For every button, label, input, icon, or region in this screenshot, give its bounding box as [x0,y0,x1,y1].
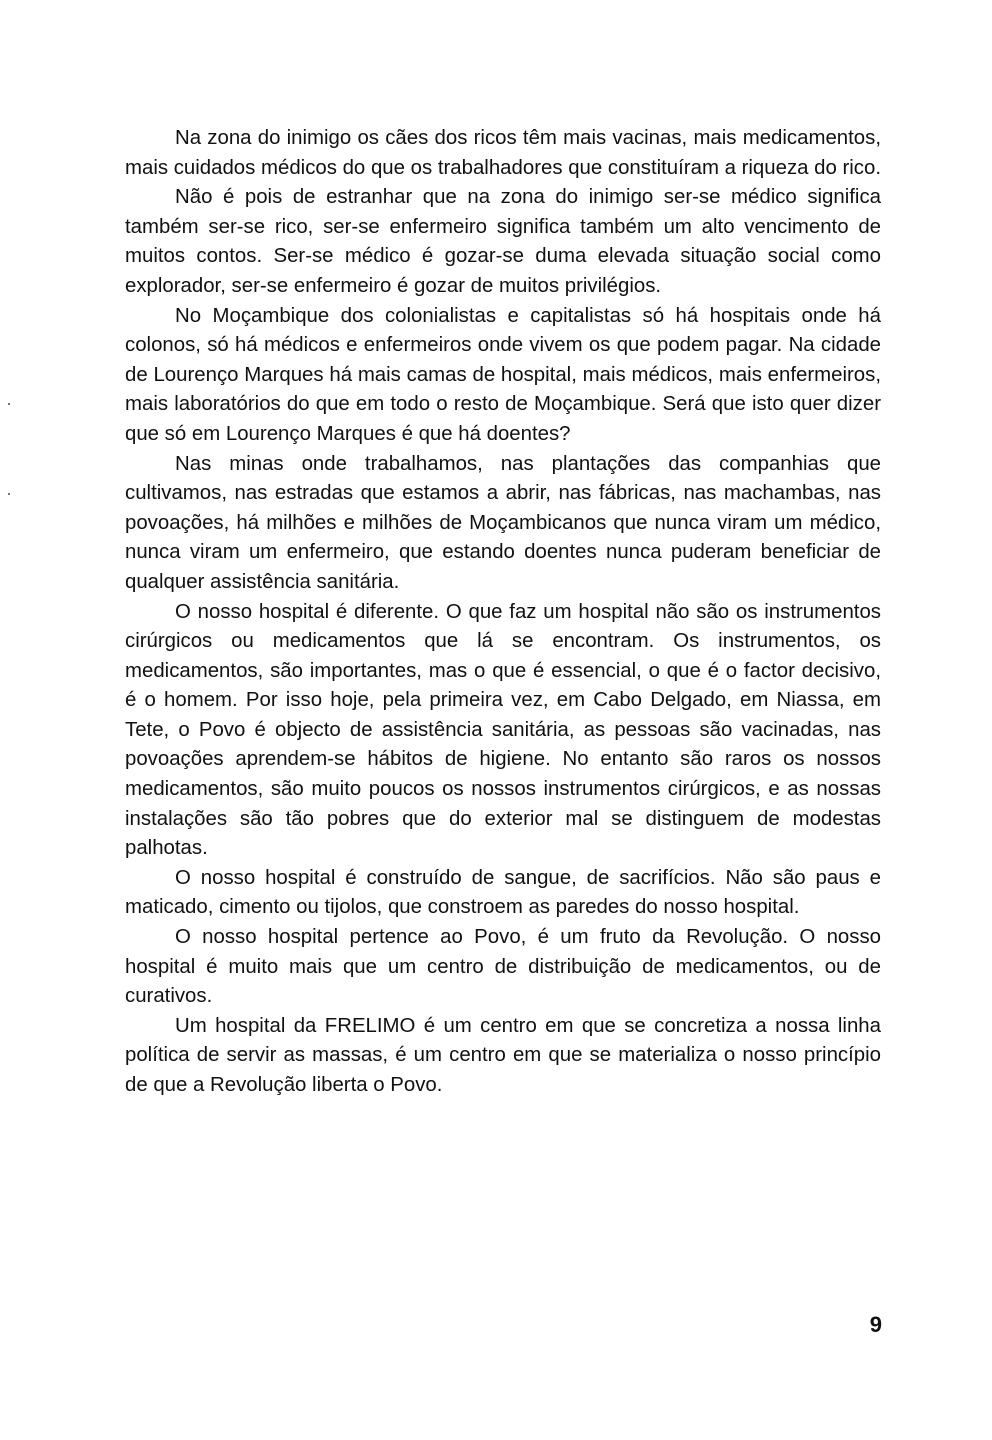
page-number: 9 [869,1312,882,1337]
paragraph-5: O nosso hospital é diferente. O que faz um hospital não são os instrumentos cirúrgicos ou medicamentos que lá se encontram. Os instrumentos, os medicamentos, são importantes, mas o que é essencial, o que é o factor decisivo, é o homem. Por isso hoje, pela primeira vez, em Cabo Delgado, em Niassa, em Tete, o Povo é objecto de assistência sanitária, as pessoas são vacinadas, nas povoações aprendem-se hábitos de higiene. No entanto são raros os nossos medicamentos, são muito poucos os nossos instrumentos cirúrgicos, e as nossas instalações são tão pobres que do exterior mal se distinguem de modestas palhotas. [125,600,881,860]
paragraph-2: Não é pois de estranhar que na zona do inimigo ser-se médico significa também ser-se rico, ser-se enfermeiro significa também um alto vencimento de muitos contos. Ser-se médico é gozar-se duma elevada situação social como explorador, ser-se enfermeiro é gozar de muitos privilégios. [125,186,881,297]
paragraph-7: O nosso hospital pertence ao Povo, é um fruto da Revolução. O nosso hospital é muito mais que um centro de distribuição de medicamentos, ou de curativos. [125,926,881,1008]
paragraph-8: Um hospital da FRELIMO é um centro em que se concretiza a nossa linha política de servir as massas, é um centro em que se materializa o nosso princípio de que a Revolução liberta o Povo. [125,1014,881,1096]
scan-speck [8,403,10,405]
paragraph-1: Na zona do inimigo os cães dos ricos têm mais vacinas, mais medicamentos, mais cuidados médicos do que os trabalhadores que constituíram a riqueza do rico. [125,127,882,179]
paragraph-4: Nas minas onde trabalhamos, nas plantações das companhias que cultivamos, nas estradas que estamos a abrir, nas fábricas, nas machambas, nas povoações, há milhões e milhões de Moçambicanos que nunca viram um médico, nunca viram um enfermeiro, que estando doentes nunca puderam beneficiar de qualquer assistência sanitária. [125,452,881,593]
scan-speck [8,493,10,495]
paragraph-3: No Moçambique dos colonialistas e capitalistas só há hospitais onde há colonos, só há médicos e enfermeiros onde vivem os que podem pagar. Na cidade de Lourenço Marques há mais camas de hospital, mais médicos, mais enfermeiros, mais laboratórios do que em todo o resto de Moçambique. Será que isto quer dizer que só em Lourenço Marques é que há doentes? [125,304,881,445]
paragraph-6: O nosso hospital é construído de sangue, de sacrifícios. Não são paus e maticado, cimento ou tijolos, que constroem as paredes do nosso hospital. [125,866,881,919]
body-text [125,124,881,1101]
